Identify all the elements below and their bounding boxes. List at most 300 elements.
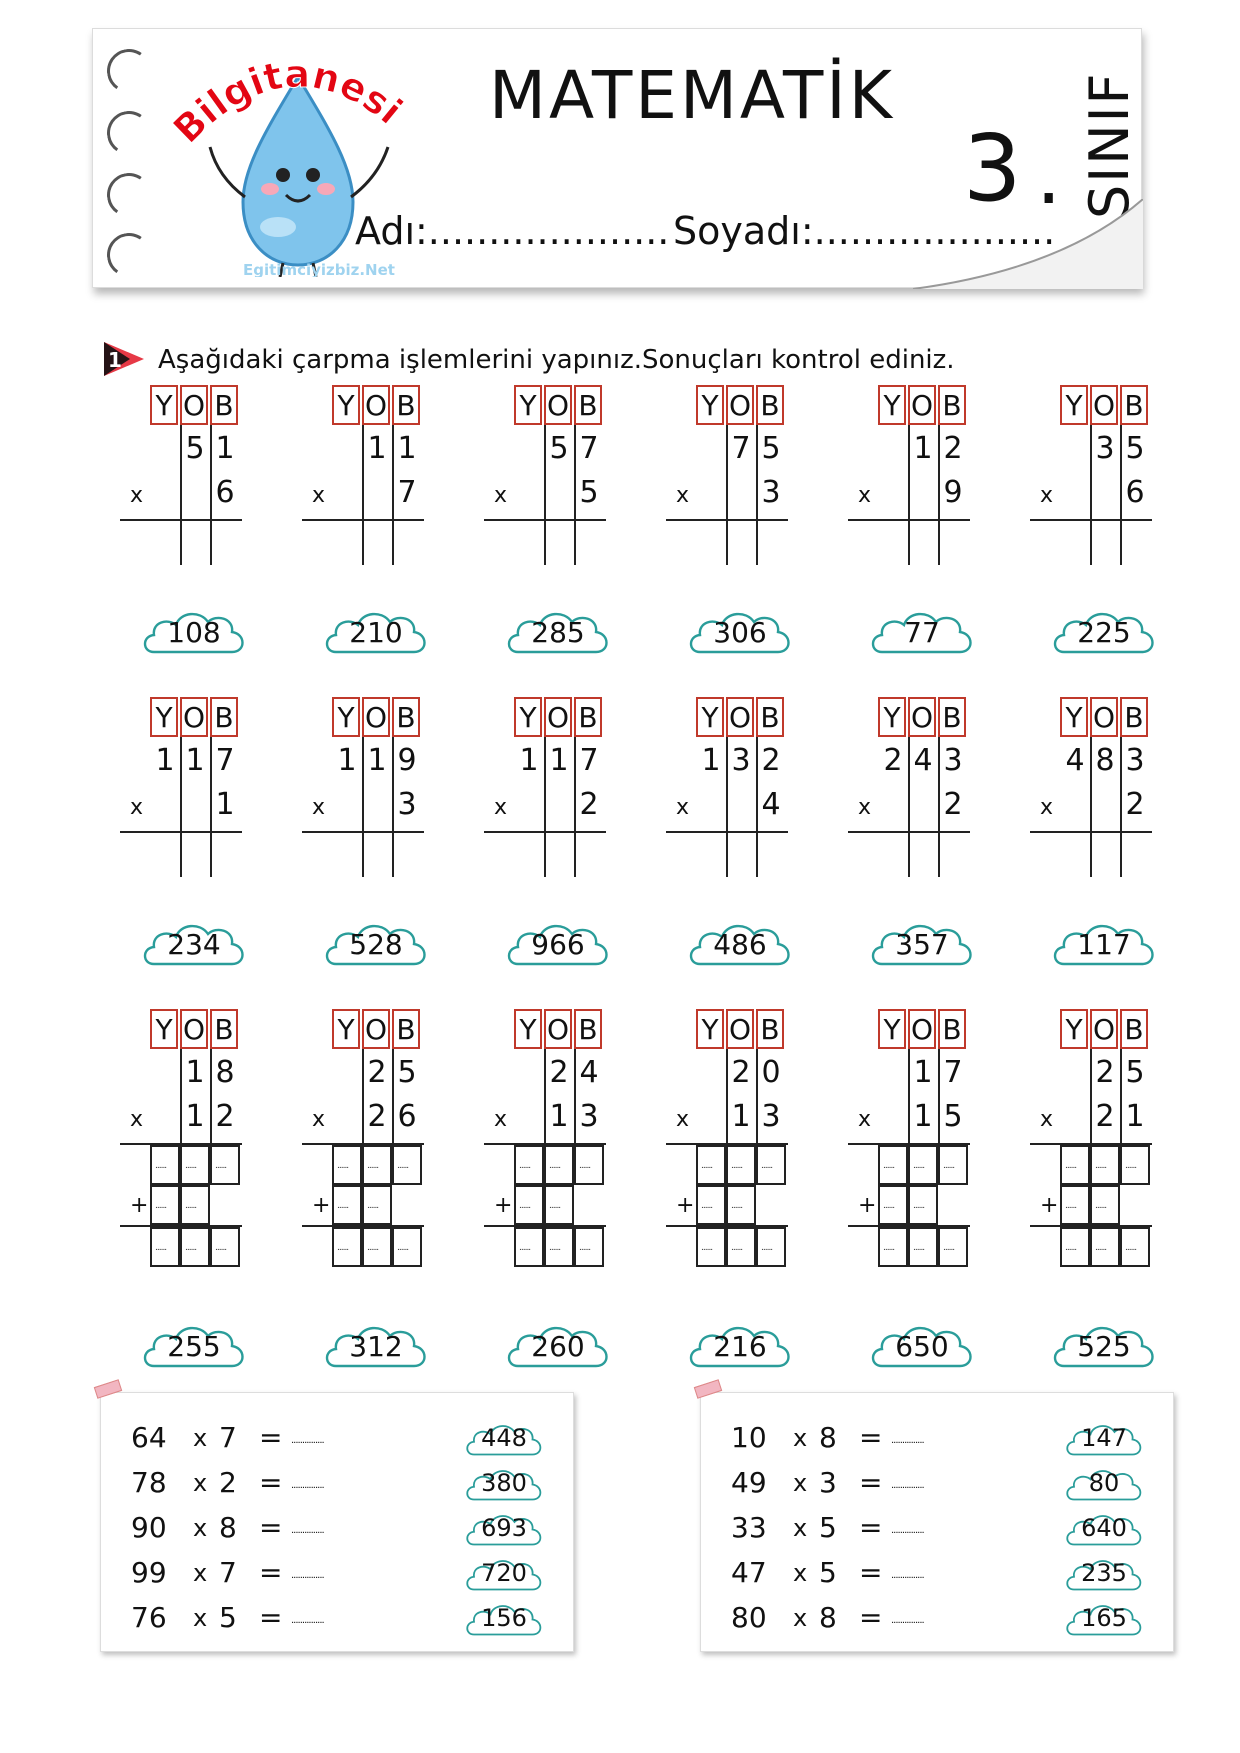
place-header-box: B (1120, 697, 1148, 737)
worksheet-header (92, 28, 1142, 288)
digit: 2 (1125, 787, 1145, 822)
answer-box[interactable] (726, 1145, 756, 1185)
answer-box[interactable] (938, 1227, 968, 1267)
place-header-box: O (726, 1009, 754, 1049)
digit: 1 (913, 431, 933, 466)
place-header-box: O (544, 697, 572, 737)
digit: 9 (397, 743, 417, 778)
vertical-problem (848, 1009, 973, 1269)
times-operator: x (193, 1469, 208, 1497)
answer-option: 260 (531, 1330, 585, 1363)
digit: 2 (943, 431, 963, 466)
answer-cloud (1050, 1316, 1158, 1372)
place-header-box: O (180, 385, 208, 425)
logo-text: Bilgitanesi (164, 51, 411, 152)
equals-sign: = (859, 1421, 883, 1454)
place-header-box: B (756, 1009, 784, 1049)
digit: 3 (397, 787, 417, 822)
times-operator: x (130, 483, 144, 508)
answer-cloud (1061, 1552, 1147, 1592)
place-header-box: B (210, 697, 238, 737)
answer-blank[interactable]: ............... (291, 1570, 324, 1581)
answer-option: 306 (713, 616, 767, 649)
answer-blank[interactable]: ............... (891, 1615, 924, 1626)
answer-option: 235 (1081, 1559, 1127, 1587)
answer-box[interactable] (908, 1227, 938, 1267)
task-number-badge (100, 336, 146, 382)
answer-box[interactable] (514, 1227, 544, 1267)
operand-b: 7 (219, 1421, 237, 1454)
answer-blank[interactable]: ............... (891, 1480, 924, 1491)
times-operator: x (793, 1469, 808, 1497)
vertical-problem (302, 1009, 427, 1269)
vertical-problem (484, 1009, 609, 1269)
times-operator: x (193, 1424, 208, 1452)
digit: 2 (731, 1055, 751, 1090)
equals-sign: = (259, 1466, 283, 1499)
times-operator: x (793, 1514, 808, 1542)
place-header-box: Y (150, 385, 178, 425)
digit: 3 (943, 743, 963, 778)
answer-blank[interactable]: ............... (291, 1435, 324, 1446)
digit: 4 (913, 743, 933, 778)
vertical-problem (484, 697, 609, 877)
answer-box[interactable] (1060, 1185, 1090, 1225)
digit: 3 (761, 1099, 781, 1134)
answer-box[interactable] (696, 1145, 726, 1185)
vertical-problem (1030, 697, 1155, 877)
answer-cloud (461, 1597, 547, 1637)
answer-blank[interactable]: ............... (891, 1525, 924, 1536)
place-header-box: Y (150, 697, 178, 737)
answer-box[interactable] (1060, 1227, 1090, 1267)
times-operator: x (858, 483, 872, 508)
place-header-box: O (1090, 1009, 1118, 1049)
equals-sign: = (259, 1601, 283, 1634)
place-header-box: O (908, 697, 936, 737)
digit: 3 (761, 475, 781, 510)
answer-blank[interactable]: ............... (291, 1615, 324, 1626)
times-operator: x (858, 795, 872, 820)
result-line (484, 519, 606, 521)
digit: 2 (549, 1055, 569, 1090)
equation-panel-left (100, 1392, 574, 1652)
answer-box[interactable] (392, 1145, 422, 1185)
answer-box[interactable] (908, 1145, 938, 1185)
place-header-box: O (726, 697, 754, 737)
answer-cloud (1050, 914, 1158, 970)
equals-sign: = (259, 1556, 283, 1589)
digit: 8 (215, 1055, 235, 1090)
answer-cloud (140, 602, 248, 658)
result-line (1030, 519, 1152, 521)
operand-a: 49 (731, 1466, 767, 1499)
operand-a: 33 (731, 1511, 767, 1544)
answer-cloud (461, 1507, 547, 1547)
answer-box[interactable] (574, 1145, 604, 1185)
answer-option: 255 (167, 1330, 221, 1363)
pin-tape (94, 1379, 122, 1398)
digit: 1 (731, 1099, 751, 1134)
times-operator: x (312, 795, 326, 820)
digit: 7 (397, 475, 417, 510)
digit: 1 (185, 1099, 205, 1134)
digit: 2 (883, 743, 903, 778)
digit: 5 (397, 1055, 417, 1090)
equals-sign: = (859, 1511, 883, 1544)
answer-cloud (461, 1552, 547, 1592)
operand-b: 2 (219, 1466, 237, 1499)
operand-b: 5 (819, 1556, 837, 1589)
answer-box[interactable] (180, 1145, 210, 1185)
operand-a: 64 (131, 1421, 167, 1454)
times-operator: x (1040, 483, 1054, 508)
answer-option: 528 (349, 928, 403, 961)
answer-box[interactable] (938, 1145, 968, 1185)
place-header-box: O (1090, 385, 1118, 425)
place-header-box: B (210, 385, 238, 425)
place-header-box: Y (1060, 697, 1088, 737)
digit: 1 (215, 787, 235, 822)
answer-box[interactable] (180, 1227, 210, 1267)
answer-option: 156 (481, 1604, 527, 1632)
digit: 1 (397, 431, 417, 466)
surname-field[interactable]: Soyadı:.................... (673, 209, 1056, 253)
answer-box[interactable] (726, 1227, 756, 1267)
answer-box[interactable] (1120, 1227, 1150, 1267)
place-header-box: Y (514, 1009, 542, 1049)
answer-box[interactable] (332, 1185, 362, 1225)
answer-box[interactable] (544, 1185, 574, 1225)
digit: 5 (579, 475, 599, 510)
answer-box[interactable] (180, 1185, 210, 1225)
page-curl-decoration (913, 199, 1143, 289)
answer-cloud (868, 602, 976, 658)
digit: 2 (1095, 1099, 1115, 1134)
vertical-problem (666, 385, 791, 565)
digit: 5 (943, 1099, 963, 1134)
place-header-box: B (210, 1009, 238, 1049)
digit: 2 (579, 787, 599, 822)
vertical-problem (302, 385, 427, 565)
times-operator: x (193, 1559, 208, 1587)
answer-box[interactable] (1060, 1145, 1090, 1185)
answer-option: 966 (531, 928, 585, 961)
answer-option: 357 (895, 928, 949, 961)
place-header-box: O (726, 385, 754, 425)
answer-option: 312 (349, 1330, 403, 1363)
digit: 8 (1095, 743, 1115, 778)
answer-box[interactable] (908, 1185, 938, 1225)
operand-b: 7 (219, 1556, 237, 1589)
vertical-problem (848, 385, 973, 565)
times-operator: x (676, 1107, 690, 1132)
answer-option: 147 (1081, 1424, 1127, 1452)
answer-cloud (504, 1316, 612, 1372)
result-line (120, 519, 242, 521)
answer-box[interactable] (332, 1227, 362, 1267)
answer-option: 380 (481, 1469, 527, 1497)
place-header-box: Y (696, 385, 724, 425)
digit: 7 (579, 431, 599, 466)
digit: 6 (397, 1099, 417, 1134)
answer-option: 448 (481, 1424, 527, 1452)
times-operator: x (793, 1604, 808, 1632)
digit: 2 (943, 787, 963, 822)
place-header-box: B (1120, 1009, 1148, 1049)
times-operator: x (1040, 1107, 1054, 1132)
answer-cloud (686, 914, 794, 970)
page-title: MATEMATİK (489, 57, 896, 134)
operand-a: 47 (731, 1556, 767, 1589)
instruction-text: Aşağıdaki çarpma işlemlerini yapınız.Sonuçları kontrol ediniz. (158, 345, 955, 375)
digit: 7 (579, 743, 599, 778)
digit: 2 (367, 1055, 387, 1090)
place-header-box: Y (514, 385, 542, 425)
digit: 5 (1125, 1055, 1145, 1090)
answer-box[interactable] (210, 1227, 240, 1267)
digit: 4 (579, 1055, 599, 1090)
place-header-box: O (362, 385, 390, 425)
answer-box[interactable] (332, 1145, 362, 1185)
answer-option: 234 (167, 928, 221, 961)
operand-a: 10 (731, 1421, 767, 1454)
answer-box[interactable] (392, 1227, 422, 1267)
answer-box[interactable] (1120, 1145, 1150, 1185)
vertical-problem (302, 697, 427, 877)
equals-sign: = (259, 1421, 283, 1454)
answer-cloud (461, 1462, 547, 1502)
answer-box[interactable] (514, 1145, 544, 1185)
answer-blank[interactable]: ............... (891, 1435, 924, 1446)
spiral-ring (104, 230, 155, 281)
digit: 1 (185, 1055, 205, 1090)
times-operator: x (676, 795, 690, 820)
times-operator: x (494, 1107, 508, 1132)
digit: 1 (337, 743, 357, 778)
answer-cloud (504, 914, 612, 970)
digit: 3 (1125, 743, 1145, 778)
digit: 2 (761, 743, 781, 778)
place-header-box: O (544, 1009, 572, 1049)
digit: 2 (367, 1099, 387, 1134)
spiral-ring (104, 108, 155, 159)
logo-site-text: Egitimciyizbiz.Net (243, 261, 395, 277)
operand-a: 99 (131, 1556, 167, 1589)
place-header-box: B (756, 385, 784, 425)
plus-operator: + (130, 1193, 149, 1218)
place-header-box: B (938, 1009, 966, 1049)
place-header-box: Y (332, 1009, 360, 1049)
vertical-problem (1030, 1009, 1155, 1269)
answer-cloud (1061, 1507, 1147, 1547)
equals-sign: = (859, 1466, 883, 1499)
digit: 3 (579, 1099, 599, 1134)
answer-box[interactable] (878, 1145, 908, 1185)
name-field[interactable]: Adı:.................... (355, 209, 670, 253)
digit: 7 (943, 1055, 963, 1090)
answer-cloud (868, 914, 976, 970)
digit: 9 (943, 475, 963, 510)
times-operator: x (494, 795, 508, 820)
place-header-box: Y (878, 697, 906, 737)
answer-cloud (686, 1316, 794, 1372)
operand-a: 78 (131, 1466, 167, 1499)
answer-blank[interactable]: ............... (891, 1570, 924, 1581)
operand-a: 90 (131, 1511, 167, 1544)
answer-cloud (461, 1417, 547, 1457)
operand-a: 76 (131, 1601, 167, 1634)
times-operator: x (793, 1559, 808, 1587)
answer-option: 117 (1077, 928, 1131, 961)
answer-box[interactable] (726, 1185, 756, 1225)
place-header-box: B (574, 385, 602, 425)
digit: 1 (549, 743, 569, 778)
answer-box[interactable] (878, 1227, 908, 1267)
spiral-ring (104, 170, 155, 221)
operand-b: 8 (219, 1511, 237, 1544)
plus-operator: + (494, 1193, 513, 1218)
vertical-problem (666, 1009, 791, 1269)
digit: 1 (913, 1099, 933, 1134)
digit: 1 (549, 1099, 569, 1134)
times-operator: x (676, 483, 690, 508)
times-operator: x (312, 483, 326, 508)
digit: 3 (731, 743, 751, 778)
answer-box[interactable] (544, 1227, 574, 1267)
place-header-box: B (1120, 385, 1148, 425)
answer-box[interactable] (878, 1185, 908, 1225)
result-line (848, 831, 970, 833)
answer-option: 720 (481, 1559, 527, 1587)
place-header-box: Y (878, 385, 906, 425)
result-line (120, 831, 242, 833)
plus-operator: + (1040, 1193, 1059, 1218)
times-operator: x (858, 1107, 872, 1132)
answer-box[interactable] (150, 1145, 180, 1185)
place-header-box: O (1090, 697, 1118, 737)
answer-box[interactable] (150, 1227, 180, 1267)
answer-cloud (868, 1316, 976, 1372)
equals-sign: = (859, 1601, 883, 1634)
answer-option: 80 (1088, 1469, 1120, 1497)
answer-box[interactable] (756, 1227, 786, 1267)
answer-box[interactable] (696, 1227, 726, 1267)
digit: 4 (1065, 743, 1085, 778)
answer-option: 108 (167, 616, 221, 649)
answer-box[interactable] (362, 1185, 392, 1225)
digit: 3 (1095, 431, 1115, 466)
answer-option: 77 (904, 616, 940, 649)
answer-box[interactable] (1090, 1227, 1120, 1267)
answer-blank[interactable]: ............... (291, 1525, 324, 1536)
grade-dot: . (1036, 129, 1062, 222)
digit: 1 (185, 743, 205, 778)
operand-b: 5 (219, 1601, 237, 1634)
answer-box[interactable] (362, 1145, 392, 1185)
task-number: 1 (108, 348, 122, 372)
answer-box[interactable] (756, 1145, 786, 1185)
result-line (302, 519, 424, 521)
vertical-problem (848, 697, 973, 877)
digit: 7 (731, 431, 751, 466)
times-operator: x (793, 1424, 808, 1452)
result-line (666, 519, 788, 521)
plus-operator: + (858, 1193, 877, 1218)
place-header-box: O (180, 697, 208, 737)
digit: 6 (1125, 475, 1145, 510)
place-header-box: B (574, 697, 602, 737)
answer-blank[interactable]: ............... (291, 1480, 324, 1491)
answer-box[interactable] (544, 1145, 574, 1185)
answer-cloud (1061, 1417, 1147, 1457)
times-operator: x (130, 1107, 144, 1132)
times-operator: x (130, 795, 144, 820)
answer-box[interactable] (574, 1227, 604, 1267)
answer-option: 650 (895, 1330, 949, 1363)
answer-box[interactable] (150, 1185, 180, 1225)
result-line (666, 831, 788, 833)
place-header-box: O (908, 385, 936, 425)
operand-a: 80 (731, 1601, 767, 1634)
answer-cloud (322, 602, 430, 658)
place-header-box: B (756, 697, 784, 737)
place-header-box: B (392, 697, 420, 737)
times-operator: x (312, 1107, 326, 1132)
place-header-box: Y (1060, 1009, 1088, 1049)
vertical-problem (1030, 385, 1155, 565)
answer-option: 693 (481, 1514, 527, 1542)
digit: 5 (549, 431, 569, 466)
operand-b: 3 (819, 1466, 837, 1499)
answer-option: 216 (713, 1330, 767, 1363)
operand-b: 8 (819, 1421, 837, 1454)
digit: 1 (913, 1055, 933, 1090)
place-header-box: Y (696, 697, 724, 737)
times-operator: x (494, 483, 508, 508)
answer-box[interactable] (696, 1185, 726, 1225)
answer-box[interactable] (210, 1145, 240, 1185)
digit: 6 (215, 475, 235, 510)
answer-box[interactable] (514, 1185, 544, 1225)
digit: 1 (701, 743, 721, 778)
result-line (484, 831, 606, 833)
result-line (1030, 831, 1152, 833)
digit: 5 (761, 431, 781, 466)
answer-cloud (322, 914, 430, 970)
place-header-box: Y (878, 1009, 906, 1049)
digit: 7 (215, 743, 235, 778)
answer-cloud (504, 602, 612, 658)
grade-number: 3 (963, 115, 1022, 222)
answer-cloud (140, 1316, 248, 1372)
grade-word: SINIF (1078, 71, 1141, 219)
pin-tape (694, 1379, 722, 1398)
operand-b: 5 (819, 1511, 837, 1544)
result-line (302, 831, 424, 833)
digit: 2 (1095, 1055, 1115, 1090)
answer-option: 210 (349, 616, 403, 649)
answer-box[interactable] (1090, 1145, 1120, 1185)
place-header-box: B (938, 697, 966, 737)
answer-cloud (1061, 1597, 1147, 1637)
answer-cloud (140, 914, 248, 970)
digit: 1 (215, 431, 235, 466)
place-header-box: Y (1060, 385, 1088, 425)
place-header-box: Y (514, 697, 542, 737)
answer-box[interactable] (1090, 1185, 1120, 1225)
answer-box[interactable] (362, 1227, 392, 1267)
